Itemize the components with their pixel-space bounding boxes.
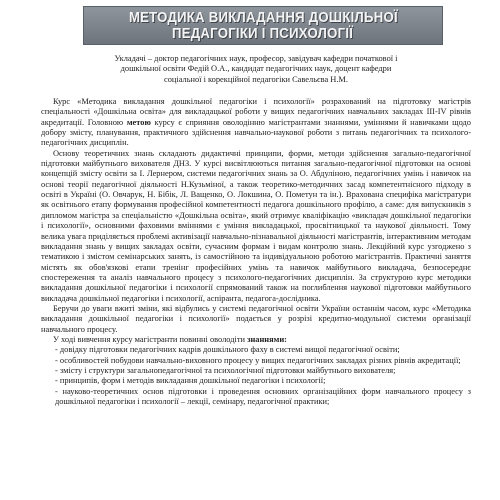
list-item: - принципів, форм і методів викладання дошкільної педагогіки і психології; xyxy=(55,376,326,386)
list-item: - особливостей побудови навчально-виховного процесу у вищих педагогічних закладах різних рівнів акредитації; xyxy=(55,355,461,365)
paragraph-bold: знаннями: xyxy=(247,334,287,344)
title-line-2: ПЕДАГОГІКИ І ПСИХОЛОГІЇ xyxy=(172,25,354,42)
paragraph-bold: метою xyxy=(126,117,151,127)
paragraph-4 xyxy=(41,335,471,345)
list-item: - змісту і структури загальнопедагогічної та психологічної підготовки майбутнього вихователя; xyxy=(55,365,396,375)
authors-note xyxy=(106,54,406,85)
paragraph-1 xyxy=(41,97,471,149)
title-banner xyxy=(83,6,443,45)
paragraph-text: Беручи до уваги вжиті зміни, які відбулись у системі педагогічної освіти України останнім часом, курс «Методика викладання дошкільної педагогіки і психології» подається у розрізі кредитно-модульної системи організації навчального процесу. xyxy=(41,303,471,334)
paragraph-text: Курс «Методика викладання дошкільної педагогіки і психології» розрахований на підготовку магістрів спеціальності «Дошкільна освіта» для викладацької роботи у вищих педагогічних навчальних закладах ІІІ-IV рівнів акредитації. Головною xyxy=(41,97,471,127)
authors-text: Укладачі – доктор педагогічних наук, професор, завідувач кафедри початкової і дошкільної освіти Федій О.А., кандидат педагогічних наук, доцент кафедри соціальної і корекційної педагогіки Савельєва Н.М. xyxy=(114,54,398,84)
paragraph-text: Основу теоретичних знань складають дидактичні принципи, форми, методи здійснення загально-педагогічної підготовки майбутнього вихователя ДНЗ. У курсі висвітлюються питання загально-педагогічної підготовки на основі концепцій змісту освіти за І. Лернером, системи педагогічних знань за О. Абдуліною, педагогічних умінь і навичок на основі теорії педагогічної діяльності Н.Кузьміної, а також теоретико-методичних засад компетентнісного підходу в освіті в Україні (О. Овчарук, Н. Бібік, Л. Ващенко, О. Локшина, О. Пометун та ін.). Врахована специфіка магістратури як освітнього етапу формування професійної компетентності педагога дошкільного профілю, а саме: для випускників з дипломом магістра за спеціальністю «Дошкільна освіта», який отримує кваліфікацію «викладач дошкільної педагогіки і психології», основними фаховими вміннями є уміння викладацької, просвітницької та наукової діяльності. Тому велика увага приділяється проблемі активізації навчально-пізнавальної діяльності магістрантів, інтерактивним методам викладання знань у вищих закладах освіти, сучасним формам і видам контролю знань. Лекційний курс узгоджено з тематикою і змістом семінарських занять, із самостійною та індивідуальною роботою магістрантів. Практичні заняття містять як обов'язкові етапи тренінг професійних умінь та навичок майбутнього викладача, безпосереднє спостереження та аналіз навчального процесу з психолого-педагогічних дисциплін. За структурою курс методики викладання дошкільної педагогіки і психології спрямований також на поглиблення наукової підготовки майбутнього викладача дошкільної педагогіки і психології, аспіранта, педагога-дослідника. xyxy=(41,148,471,303)
paragraph-text: курсу є сприяння оволодінню магістрантами знаннями, уміннями й навичками щодо добору змісту, планування, практичного здійснення навчально-наукової роботи з питань педагогічних та психолого-педагогічних дисциплін. xyxy=(41,117,471,148)
list-item: - науково-теоретичних основ підготовки і проведення основних організаційних форм навчального процесу з дошкільної педагогіки і психології – лекції, семінару, педагогічної практики; xyxy=(55,386,471,406)
paragraph-2 xyxy=(41,149,471,304)
title-line-1: МЕТОДИКА ВИКЛАДАННЯ ДОШКІЛЬНОЇ xyxy=(128,9,398,26)
list-item: - довідку підготовки педагогічних кадрів дошкільного фаху в системі вищої педагогічної освіти; xyxy=(55,345,400,355)
document-body xyxy=(41,97,471,407)
paragraph-text: У ході вивчення курсу магістранти повинні оволодіти xyxy=(53,334,248,344)
paragraph-3 xyxy=(41,304,471,335)
